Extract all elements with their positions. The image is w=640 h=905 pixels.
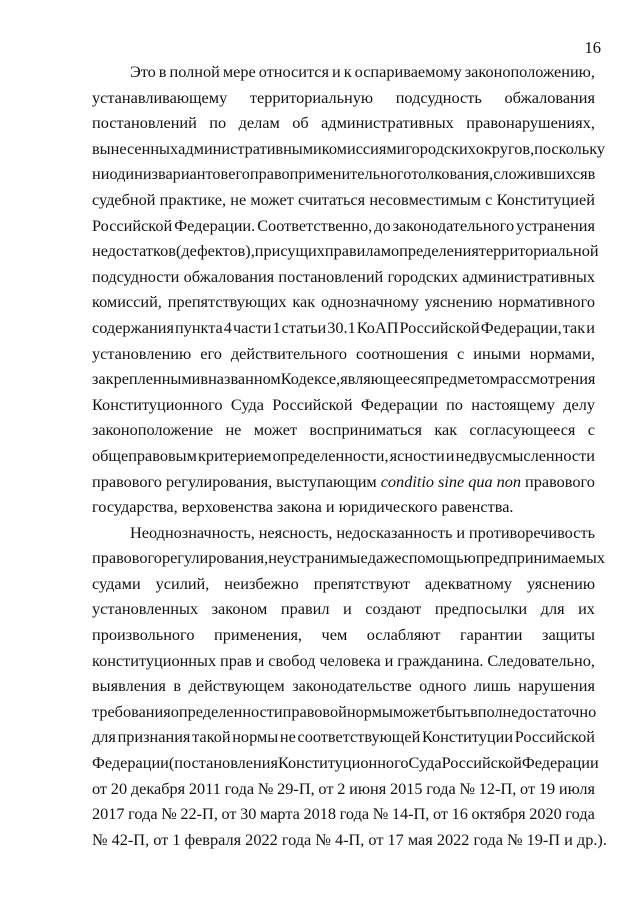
word: № <box>372 804 389 824</box>
text-line: № 42-П, от 1 февраля 2022 года № 4-П, от 17 мая 2022 года № 19-П и др.). <box>92 829 607 849</box>
word: постановлений <box>92 113 197 133</box>
word: к <box>343 62 352 81</box>
word: вариантов <box>157 164 229 184</box>
word: делам <box>238 113 280 133</box>
word: законоположение <box>92 420 214 440</box>
word: конституционных <box>92 650 217 670</box>
word: однозначному <box>321 292 419 312</box>
word: настоящему <box>471 394 555 414</box>
text-line <box>92 750 599 776</box>
word: свобод <box>268 650 316 670</box>
word: № <box>257 778 274 798</box>
word: административных <box>321 113 454 133</box>
text-line <box>92 238 599 264</box>
word: неустранимые <box>268 548 368 568</box>
word: неизбежно <box>224 573 299 593</box>
word: Суда <box>230 394 264 414</box>
word: административных <box>462 266 595 286</box>
word: подсудности <box>92 266 180 286</box>
word: от <box>432 804 449 824</box>
word: и <box>456 522 466 542</box>
text-line <box>92 366 595 392</box>
word: 1 <box>272 317 281 337</box>
word: усилий, <box>155 573 210 593</box>
word: может <box>250 189 294 209</box>
word: в <box>173 676 182 696</box>
word: 12-П, <box>478 778 517 798</box>
word: адекватному <box>425 573 513 593</box>
word: Российской <box>399 317 480 337</box>
word: правовой <box>282 701 347 721</box>
word: и <box>255 650 265 670</box>
word: законоположению, <box>464 62 595 81</box>
word: 29-П, <box>277 778 315 798</box>
word: статьи <box>281 317 327 337</box>
word: правоприменительного <box>249 164 412 184</box>
word: Это <box>130 62 156 81</box>
word: округов, <box>475 138 535 158</box>
word: Российской <box>272 394 353 414</box>
word: правил <box>280 599 330 619</box>
word: нормами, <box>529 343 595 363</box>
text-line <box>92 289 595 315</box>
text-line <box>92 187 595 213</box>
word: правового <box>92 548 162 568</box>
word: судебной <box>92 189 156 209</box>
text-line <box>92 571 595 597</box>
word: применения, <box>213 625 303 645</box>
word: 2 <box>337 778 346 798</box>
word: такой <box>192 727 231 747</box>
word: выступающим <box>276 471 377 491</box>
word: критерием <box>198 445 272 465</box>
paragraph <box>92 59 606 520</box>
word: регулирования, <box>161 548 269 568</box>
word: октября <box>471 804 526 824</box>
word: как <box>292 292 316 312</box>
word: Конституцией <box>496 189 595 209</box>
word: 30.1 <box>327 317 356 337</box>
word: чем <box>321 625 348 645</box>
word: non <box>496 471 522 491</box>
word: ни <box>92 164 110 184</box>
word: по <box>446 394 463 414</box>
word: согласующееся <box>469 420 576 440</box>
word: относится <box>258 62 330 81</box>
word: 4 <box>223 317 232 337</box>
word: об <box>292 113 309 133</box>
text-line <box>92 699 595 725</box>
word: Кодексе, <box>280 369 341 389</box>
word: Федерации. <box>174 215 256 235</box>
word: 30 <box>240 804 257 824</box>
text-line <box>92 648 595 674</box>
document-body <box>92 59 607 852</box>
word: прав <box>220 650 252 670</box>
word: создают <box>365 599 422 619</box>
word: и <box>445 445 455 465</box>
word: КоАП <box>356 317 399 337</box>
word: Федерации <box>521 753 599 773</box>
word: регулирования, <box>165 471 273 491</box>
word: года <box>224 778 255 798</box>
word: недостатков <box>92 241 176 261</box>
word: обжалования <box>504 87 595 107</box>
word: в <box>200 369 209 389</box>
word: устанавливающему <box>92 87 228 107</box>
word: в <box>587 164 596 184</box>
word: декабря <box>130 778 186 798</box>
word: защиты <box>542 625 595 645</box>
word: Конституции <box>421 727 514 747</box>
word: требования <box>92 701 171 721</box>
word: 2018 <box>303 804 337 824</box>
word: июня <box>349 778 387 798</box>
word: с <box>457 343 465 363</box>
word: не <box>230 189 247 209</box>
word: вполне <box>470 701 519 721</box>
paragraph <box>92 520 607 853</box>
text-line <box>92 443 595 469</box>
word: как <box>434 420 458 440</box>
word: Конституционного <box>277 753 409 773</box>
word: неясность, <box>258 522 333 542</box>
word: Российской <box>514 727 595 747</box>
word: нормы <box>232 727 279 747</box>
word: гарантии <box>459 625 523 645</box>
word: недосказанность <box>336 522 453 542</box>
word: толкования, <box>411 164 494 184</box>
word: оспариваемому <box>354 62 462 81</box>
word: № <box>459 778 476 798</box>
word: Федерации <box>360 394 438 414</box>
text-line <box>92 776 595 802</box>
word: его <box>200 343 222 363</box>
word: произвольного <box>92 625 195 645</box>
word: установленных <box>92 599 199 619</box>
text-line <box>92 161 595 187</box>
text-line <box>92 469 595 495</box>
text-line <box>92 520 595 546</box>
text-line <box>92 801 595 827</box>
word: 2017 <box>92 804 125 824</box>
text-line: государства, верховенства закона и юридического равенства. <box>92 497 514 517</box>
text-line <box>92 622 595 648</box>
word: года <box>426 778 456 798</box>
word: противоречивость <box>468 522 595 542</box>
word: присущих <box>254 241 325 261</box>
word: от <box>92 778 108 798</box>
text-line <box>92 724 595 750</box>
word: практике, <box>159 189 227 209</box>
word: сложившихся <box>493 164 588 184</box>
word: закрепленными <box>92 369 201 389</box>
text-line <box>92 673 595 699</box>
word: определенности, <box>272 445 389 465</box>
word: от <box>318 778 334 798</box>
word: и <box>342 599 352 619</box>
text-line <box>92 213 595 239</box>
word: препятствуют <box>313 573 411 593</box>
word: комиссий, <box>92 292 162 312</box>
word: несовместимым <box>369 189 481 209</box>
word: соответствующей <box>297 727 421 747</box>
word: правового <box>525 471 595 491</box>
text-line <box>92 417 595 443</box>
word: марта <box>260 804 300 824</box>
word: Суда <box>408 753 442 773</box>
word: мере <box>222 62 256 81</box>
word: может <box>392 701 437 721</box>
word: предпосылки <box>434 599 528 619</box>
word: законом <box>211 599 268 619</box>
word: восприниматься <box>309 420 423 440</box>
word: городских <box>405 138 476 158</box>
word: действующем <box>188 676 285 696</box>
word: предметом <box>425 369 500 389</box>
word: определения <box>391 241 479 261</box>
word: названном <box>208 369 281 389</box>
word: и <box>384 650 394 670</box>
word: в <box>158 62 167 81</box>
word: нормы <box>346 701 393 721</box>
word: Следовательно, <box>487 650 595 670</box>
word: Конституционного <box>92 394 223 414</box>
word: 22-П, <box>180 804 218 824</box>
word: 14-П, <box>391 804 430 824</box>
word: 20 <box>110 778 128 798</box>
page-number: 16 <box>584 38 601 57</box>
word: 2020 <box>529 804 562 824</box>
word: их <box>578 599 595 619</box>
word: даже <box>367 548 402 568</box>
word: 2015 <box>389 778 423 798</box>
word: по <box>209 113 227 133</box>
word: поскольку <box>534 138 606 158</box>
word: гражданина. <box>397 650 484 670</box>
word: один <box>109 164 143 184</box>
word: помощью <box>408 548 476 568</box>
text-line <box>92 315 595 341</box>
word: законодательного <box>392 215 515 235</box>
text-line <box>92 264 595 290</box>
word: и <box>332 62 341 81</box>
word: с <box>485 189 493 209</box>
word: qua <box>468 471 493 491</box>
word: для <box>540 599 565 619</box>
word: быть <box>436 701 471 721</box>
word: препятствующих <box>167 292 287 312</box>
word: из <box>142 164 158 184</box>
word: ослабляют <box>366 625 441 645</box>
word: судами <box>92 573 141 593</box>
word: с <box>587 420 595 440</box>
text-line <box>92 59 595 85</box>
word: территориальную <box>249 87 374 107</box>
word: пункта <box>174 317 223 337</box>
word: (дефектов), <box>175 241 255 261</box>
word: установлению <box>92 343 192 363</box>
word: лишь <box>473 676 511 696</box>
word: правилам <box>324 241 392 261</box>
word: (постановления <box>168 753 278 773</box>
word: одного <box>419 676 467 696</box>
text-line <box>92 596 595 622</box>
word: не <box>279 727 296 747</box>
word: обжалования <box>183 266 275 286</box>
word: рассмотрения <box>499 369 596 389</box>
word: устранения <box>516 215 595 235</box>
word: от <box>520 778 536 798</box>
word: Федерации, <box>480 317 562 337</box>
text-line <box>92 392 595 418</box>
word: предпринимаемых <box>475 548 606 568</box>
word: части <box>232 317 272 337</box>
word: административными <box>178 138 322 158</box>
word: не <box>225 420 242 440</box>
word: 16 <box>451 804 468 824</box>
word: от <box>221 804 237 824</box>
word: определенности <box>170 701 283 721</box>
word: так <box>562 317 586 337</box>
word: № <box>161 804 177 824</box>
word: нормативного <box>498 292 595 312</box>
word: ясности <box>389 445 445 465</box>
word: Российской <box>441 753 522 773</box>
word: территориальной <box>478 241 599 261</box>
word: достаточно <box>518 701 597 721</box>
word: sine <box>438 471 465 491</box>
text-line <box>92 136 606 162</box>
word: 19 <box>538 778 556 798</box>
word: с <box>401 548 409 568</box>
word: человека <box>319 650 381 670</box>
word: признания <box>117 727 191 747</box>
word: Соответственно, <box>257 215 373 235</box>
word: Российской <box>92 215 173 235</box>
word: законодательстве <box>292 676 412 696</box>
word: уяснению <box>527 573 595 593</box>
word: действительного <box>230 343 348 363</box>
word: уяснению <box>424 292 493 312</box>
word: conditio <box>380 471 435 491</box>
text-line <box>92 110 595 136</box>
word: выявления <box>92 676 166 696</box>
word: и <box>586 317 595 337</box>
word: Федерации <box>92 753 169 773</box>
word: правового <box>92 471 162 491</box>
text-line <box>92 545 606 571</box>
word: недвусмысленности <box>455 445 595 465</box>
text-line <box>92 341 595 367</box>
word: соотношения <box>356 343 448 363</box>
word: являющееся <box>340 369 426 389</box>
word: содержания <box>92 317 174 337</box>
word: может <box>253 420 298 440</box>
word: для <box>92 727 116 747</box>
word: нарушения <box>518 676 595 696</box>
word: года <box>339 804 370 824</box>
word: 2011 <box>188 778 221 798</box>
word: полной <box>169 62 220 81</box>
word: года <box>128 804 158 824</box>
word: правонарушениях, <box>466 113 595 133</box>
word: вынесенных <box>92 138 179 158</box>
word: общеправовым <box>92 445 197 465</box>
word: года <box>565 804 595 824</box>
word: делу <box>563 394 595 414</box>
word: июля <box>558 778 595 798</box>
word: комиссиями <box>321 138 406 158</box>
word: Неоднозначность, <box>130 522 255 542</box>
word: подсудность <box>395 87 482 107</box>
word: городских <box>387 266 458 286</box>
word: до <box>374 215 391 235</box>
text-line <box>92 85 595 111</box>
word: иными <box>473 343 521 363</box>
word: его <box>228 164 250 184</box>
word: постановлений <box>278 266 384 286</box>
word: считаться <box>297 189 366 209</box>
